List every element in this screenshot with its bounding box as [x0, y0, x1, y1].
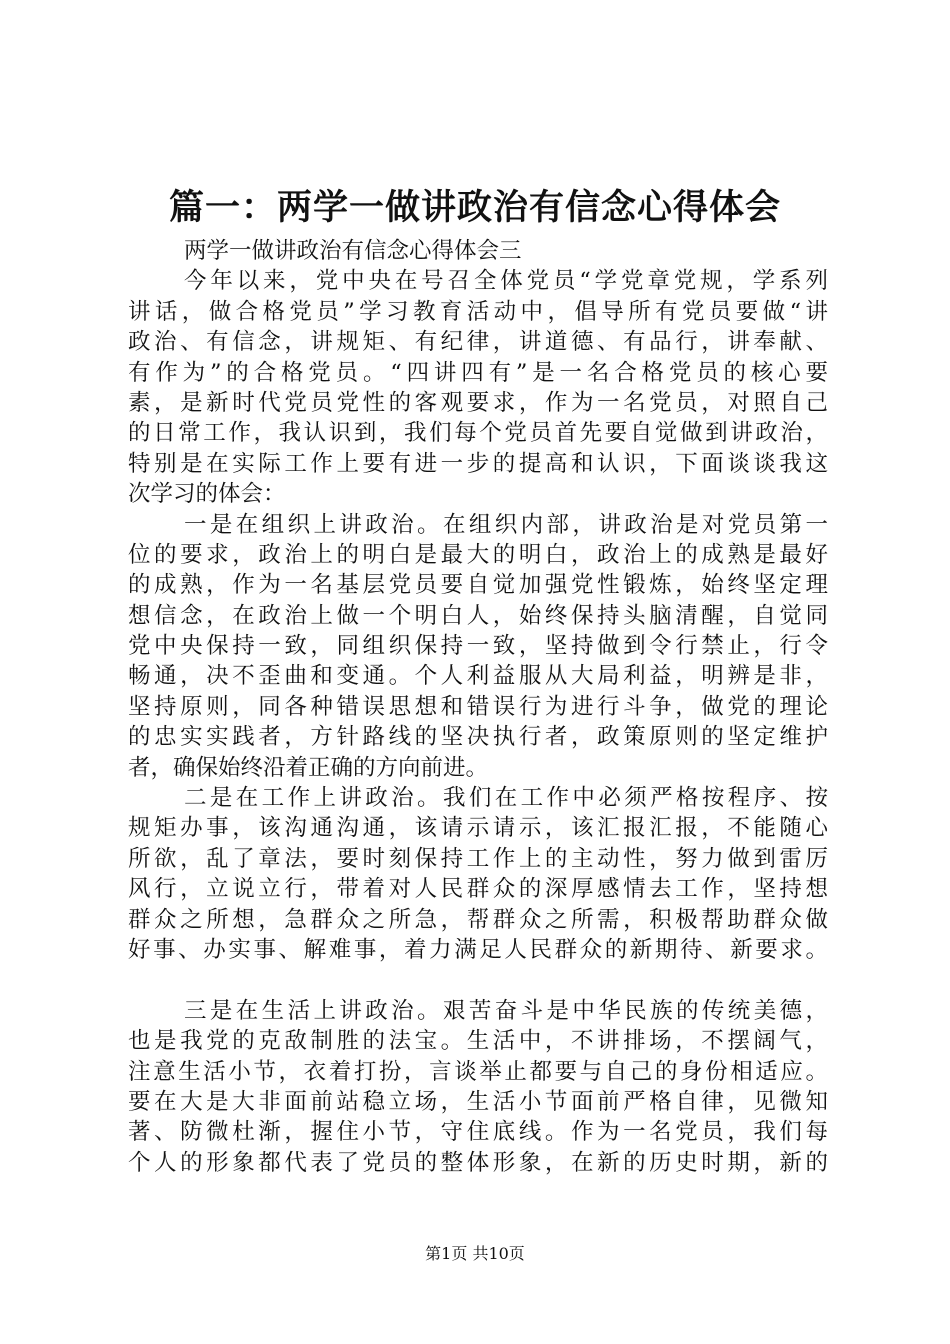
paragraph-line: 好事、办实事、解难事，着力满足人民群众的新期待、新要求。 — [128, 936, 828, 963]
paragraph-line: 三是在生活上讲政治。艰苦奋斗是中华民族的传统美德， — [184, 997, 828, 1024]
paragraph-line: 素，是新时代党员党性的客观要求，作为一名党员，对照自己 — [128, 389, 828, 416]
paragraph-line: 今年以来，党中央在号召全体党员“学党章党规，学系列 — [184, 268, 828, 295]
paragraph-line: 位的要求，政治上的明白是最大的明白，政治上的成熟是最好 — [128, 541, 828, 568]
paragraph-line: 注意生活小节，衣着打扮，言谈举止都要与自己的身份相适应。 — [128, 1058, 828, 1085]
paragraph-line: 著、防微杜渐，握住小节，守住底线。作为一名党员，我们每 — [128, 1119, 828, 1146]
paragraph-line: 讲话，做合格党员”学习教育活动中，倡导所有党员要做“讲 — [128, 298, 828, 325]
paragraph-line: 者，确保始终沿着正确的方向前进。 — [128, 754, 489, 781]
paragraph-line: 要在大是大非面前站稳立场，生活小节面前严格自律，见微知 — [128, 1088, 828, 1115]
paragraph-line: 坚持原则，同各种错误思想和错误行为进行斗争，做党的理论 — [128, 693, 828, 720]
paragraph-line: 党中央保持一致，同组织保持一致，坚持做到令行禁止，行令 — [128, 633, 828, 660]
paragraph-line: 特别是在实际工作上要有进一步的提高和认识，下面谈谈我这 — [128, 450, 828, 477]
document-title: 篇一：两学一做讲政治有信念心得体会 — [168, 187, 781, 228]
paragraph-line: 畅通，决不歪曲和变通。个人利益服从大局利益，明辨是非， — [128, 663, 828, 690]
paragraph-line: 也是我党的克敌制胜的法宝。生活中，不讲排场，不摆阔气， — [128, 1028, 828, 1055]
paragraph-line: 所欲，乱了章法，要时刻保持工作上的主动性，努力做到雷厉 — [128, 845, 828, 872]
paragraph-line: 群众之所想，急群众之所急，帮群众之所需，积极帮助群众做 — [128, 906, 828, 933]
paragraph-line: 个人的形象都代表了党员的整体形象，在新的历史时期，新的 — [128, 1149, 828, 1176]
document-subtitle: 两学一做讲政治有信念心得体会三 — [184, 238, 522, 264]
paragraph-line: 风行，立说立行，带着对人民群众的深厚感情去工作，坚持想 — [128, 876, 828, 903]
paragraph-line: 的日常工作，我认识到，我们每个党员首先要自觉做到讲政治， — [128, 420, 828, 447]
paragraph-line: 的成熟，作为一名基层党员要自觉加强党性锻炼，始终坚定理 — [128, 572, 828, 599]
paragraph-line: 有作为”的合格党员。“四讲四有”是一名合格党员的核心要 — [128, 359, 828, 386]
paragraph-line: 的忠实实践者，方针路线的坚决执行者，政策原则的坚定维护 — [128, 724, 828, 751]
paragraph-line: 二是在工作上讲政治。我们在工作中必须严格按程序、按 — [184, 785, 828, 812]
paragraph-gap — [128, 965, 828, 995]
page-number-footer: 第1页 共10页 — [425, 1244, 525, 1263]
paragraph-line: 政治、有信念，讲规矩、有纪律，讲道德、有品行，讲奉献、 — [128, 329, 828, 356]
paragraph-line: 规矩办事，该沟通沟通，该请示请示，该汇报汇报，不能随心 — [128, 815, 828, 842]
paragraph-line: 想信念，在政治上做一个明白人，始终保持头脑清醒，自觉同 — [128, 602, 828, 629]
paragraph-line: 次学习的体会： — [128, 481, 286, 508]
document-body — [128, 236, 828, 1178]
paragraph-line: 一是在组织上讲政治。在组织内部，讲政治是对党员第一 — [184, 511, 828, 538]
